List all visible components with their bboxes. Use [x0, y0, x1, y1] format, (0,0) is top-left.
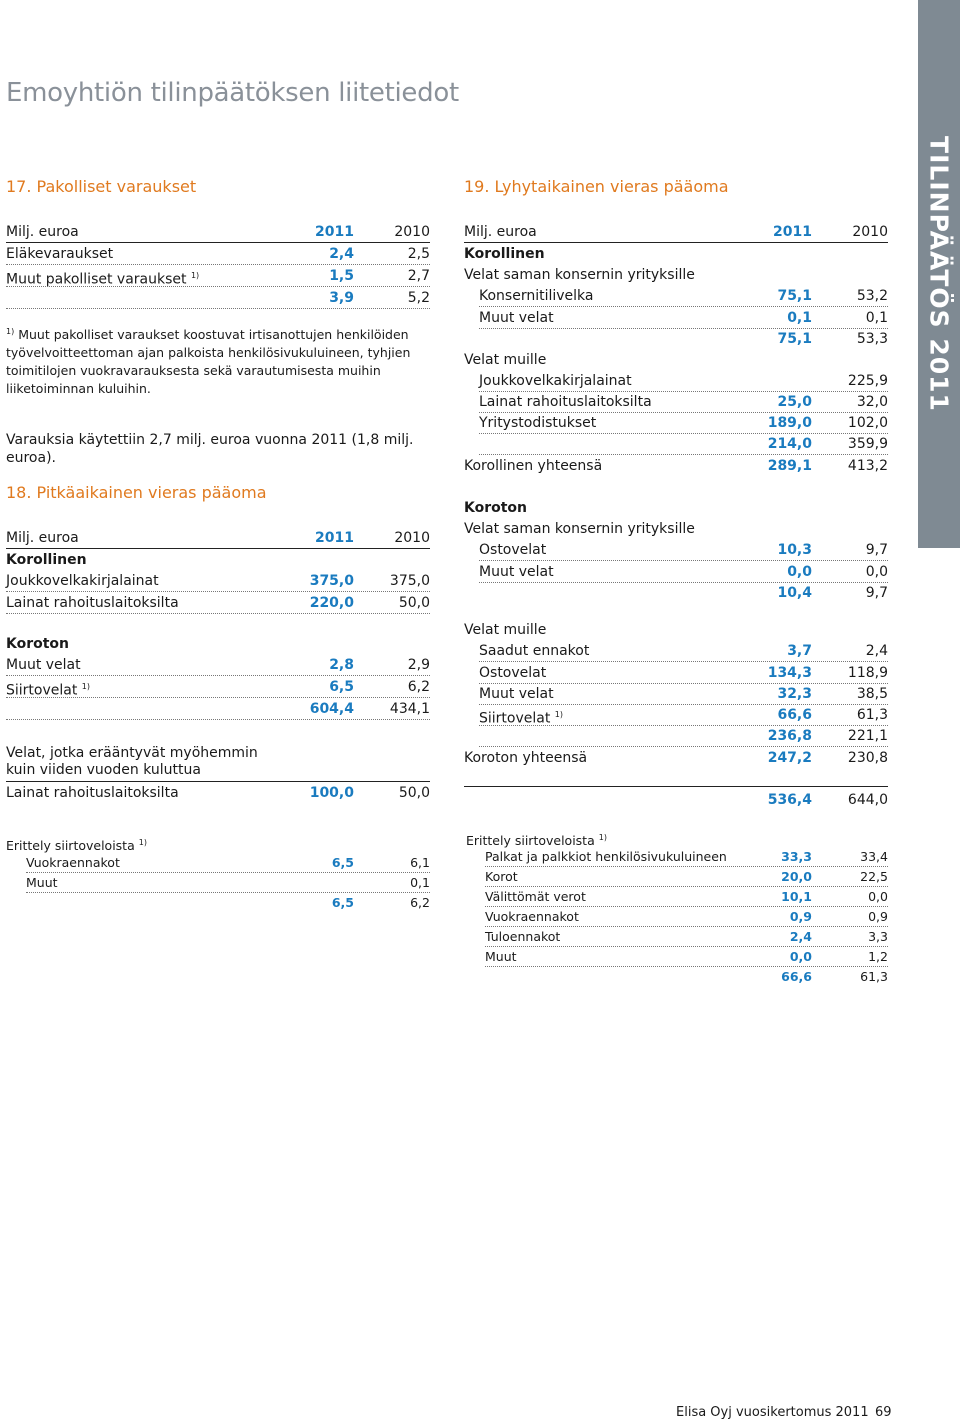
divider: [485, 866, 888, 867]
divider: [6, 675, 430, 676]
table-row: [485, 868, 888, 886]
value-2011: 2,8: [329, 657, 354, 673]
value-2010: 33,4: [860, 849, 888, 864]
footer-report: Elisa Oyj vuosikertomus 2011: [676, 1405, 869, 1420]
divider: [6, 242, 430, 243]
divider: [479, 661, 888, 662]
value-2010: 53,2: [856, 288, 888, 304]
value-2010: 3,3: [868, 929, 888, 944]
value-2011: 75,1: [777, 288, 812, 304]
divider: [6, 613, 430, 614]
group-label: Korollinen: [6, 552, 87, 568]
subtotal-row: [479, 583, 888, 603]
value-2010: 6,1: [410, 855, 430, 870]
page-number: 69: [875, 1405, 892, 1420]
divider: [6, 308, 430, 309]
footnote-marker: 1): [81, 682, 91, 691]
s19-header-row: [464, 222, 888, 242]
value-2010: 0,0: [868, 889, 888, 904]
group-label: Koroton: [464, 500, 528, 516]
row-label: Lainat rahoituslaitoksilta: [6, 595, 179, 611]
value-2011: 33,3: [781, 849, 812, 864]
table-row: [6, 244, 430, 264]
side-tab: [918, 0, 960, 548]
subtotal-row: [26, 894, 430, 912]
value-2010: 118,9: [847, 665, 888, 681]
value-2010: 0,1: [865, 310, 888, 326]
value-2011: 25,0: [777, 394, 812, 410]
value-2011: 6,5: [331, 895, 354, 910]
divider: [26, 872, 430, 873]
group-heading: [464, 498, 888, 518]
value-2010: 230,8: [847, 750, 888, 766]
table-row: [485, 908, 888, 926]
value-2011: 247,2: [767, 750, 812, 766]
subtotal-row: [6, 288, 430, 308]
row-label: Vuokraennakot: [26, 855, 120, 870]
group-heading: [6, 550, 430, 570]
table-row: [26, 854, 430, 872]
table-row: [6, 677, 430, 697]
value-2011: 10,1: [781, 889, 812, 904]
value-2010: 2,5: [407, 246, 430, 262]
table-row: [479, 392, 888, 412]
row-label: Muut pakolliset varaukset: [6, 271, 187, 288]
value-2010: 61,3: [856, 707, 888, 723]
footnote-marker: 1): [554, 710, 564, 719]
value-2011: 66,6: [777, 707, 812, 723]
value-2010: 375,0: [389, 573, 430, 589]
section-17-title: 17. Pakolliset varaukset: [6, 177, 197, 196]
value-2011: 536,4: [767, 792, 812, 808]
table-row: [479, 684, 888, 704]
value-2010: 32,0: [856, 394, 888, 410]
year-2011: 2011: [315, 224, 354, 240]
table-row: [479, 413, 888, 433]
year-2011: 2011: [315, 530, 354, 546]
subtotal-row: [479, 434, 888, 454]
year-2010: 2010: [394, 224, 430, 240]
value-2010: 61,3: [860, 969, 888, 984]
subgroup-label: Velat muille: [464, 352, 547, 368]
value-2011: 189,0: [767, 415, 812, 431]
table-row: [479, 663, 888, 683]
table-row: [479, 540, 888, 560]
value-2011: 2,4: [329, 246, 354, 262]
value-2010: 38,5: [856, 686, 888, 702]
value-2011: 6,5: [329, 679, 354, 695]
divider: [6, 719, 430, 720]
spec-title-text: Erittely siirtoveloista: [466, 833, 595, 849]
subtotal-row: [6, 699, 430, 719]
table-row: [479, 308, 888, 328]
divider: [464, 242, 888, 243]
side-tab-label: TILINPÄÄTÖS 2011: [924, 136, 954, 412]
subgroup-heading: [464, 265, 888, 285]
value-2011: 0,0: [789, 949, 812, 964]
s17-footnote: [6, 323, 418, 398]
unit-label: Milj. euroa: [6, 224, 79, 240]
value-2011: 1,5: [329, 268, 354, 284]
value-2011: 604,4: [309, 701, 354, 717]
value-2010: 0,9: [868, 909, 888, 924]
value-2011: 214,0: [767, 436, 812, 452]
year-2010: 2010: [394, 530, 430, 546]
footnote-marker: 1): [6, 327, 15, 336]
row-label: Korollinen yhteensä: [464, 458, 603, 474]
value-2010: 413,2: [847, 458, 888, 474]
row-label: Lainat rahoituslaitoksilta: [6, 785, 179, 801]
value-2011: 220,0: [309, 595, 354, 611]
row-label: Tuloennakot: [485, 929, 561, 944]
row-label: Koroton yhteensä: [464, 750, 588, 766]
total-row: [464, 748, 888, 768]
table-row: [479, 705, 888, 725]
divider: [479, 306, 888, 307]
value-2010: 50,0: [398, 785, 430, 801]
value-2011: 0,9: [789, 909, 812, 924]
row-label: Siirtovelat: [479, 710, 551, 727]
text: Velat, jotka erääntyvät myöhemmin: [6, 745, 258, 761]
row-label: Joukkovelkakirjalainat: [6, 573, 159, 589]
subtotal-row: [479, 329, 888, 349]
row-label: Yritystodistukset: [479, 415, 597, 431]
divider: [26, 892, 430, 893]
divider: [479, 746, 888, 747]
table-row: [26, 874, 430, 892]
group-label: Koroton: [6, 636, 70, 652]
grand-total-row: [464, 790, 888, 810]
value-2011: 10,4: [777, 585, 812, 601]
row-label: Eläkevaraukset: [6, 246, 114, 262]
value-2010: 644,0: [847, 792, 888, 808]
value-2010: 225,9: [847, 373, 888, 389]
footnote-text: Muut pakolliset varaukset koostuvat irtisanottujen henkilöiden työvelvoitteettoman ajan palkoista henkilösivukuluineen, tyhjien toimitilojen vuokravarauksesta sekä varautumisesta muihin liiketoiminnan kuluihin.: [6, 327, 411, 397]
footnote-marker: 1): [598, 833, 607, 842]
divider: [6, 548, 430, 549]
spec-title: [466, 829, 888, 847]
value-2010: 359,9: [847, 436, 888, 452]
value-2010: 221,1: [847, 728, 888, 744]
section-18-title: 18. Pitkäaikainen vieras pääoma: [6, 483, 267, 502]
value-2011: 134,3: [767, 665, 812, 681]
value-2010: 9,7: [865, 542, 888, 558]
later-heading-line2: [6, 760, 430, 780]
row-label: Lainat rahoituslaitoksilta: [479, 394, 652, 410]
table-row: [6, 571, 430, 591]
row-label: Muut: [26, 875, 58, 890]
divider: [485, 906, 888, 907]
value-2010: 6,2: [410, 895, 430, 910]
divider: [6, 264, 430, 265]
group-heading: [6, 634, 430, 654]
value-2011: 10,3: [777, 542, 812, 558]
year-2011: 2011: [773, 224, 812, 240]
spec-title-text: Erittely siirtoveloista: [6, 838, 135, 854]
value-2010: 53,3: [856, 331, 888, 347]
divider: [6, 591, 430, 592]
divider: [6, 286, 430, 287]
subgroup-label: Velat saman konsernin yrityksille: [464, 521, 695, 537]
divider: [6, 781, 430, 782]
value-2010: 102,0: [847, 415, 888, 431]
footnote-marker: 1): [190, 271, 200, 280]
value-2011: 375,0: [309, 573, 354, 589]
row-label: Muut velat: [479, 310, 554, 326]
table-row: [485, 848, 888, 866]
table-row: [479, 371, 888, 391]
value-2010: 2,4: [865, 643, 888, 659]
divider: [485, 886, 888, 887]
subgroup-heading: [464, 620, 888, 640]
row-label: Muut: [485, 949, 517, 964]
table-row: [6, 593, 430, 613]
row-label: Muut velat: [479, 686, 554, 702]
table-row: [485, 948, 888, 966]
row-label: Ostovelat: [479, 542, 547, 558]
value-2010: 9,7: [865, 585, 888, 601]
value-2010: 434,1: [389, 701, 430, 717]
value-2010: 5,2: [407, 290, 430, 306]
value-2010: 2,7: [407, 268, 430, 284]
table-row: [479, 562, 888, 582]
value-2010: 0,1: [410, 875, 430, 890]
value-2011: 289,1: [767, 458, 812, 474]
divider: [6, 697, 430, 698]
spec-title: [6, 834, 430, 852]
row-label: Joukkovelkakirjalainat: [479, 373, 632, 389]
value-2011: 236,8: [767, 728, 812, 744]
value-2011: 75,1: [777, 331, 812, 347]
value-2011: 0,0: [787, 564, 812, 580]
value-2011: 6,5: [331, 855, 354, 870]
subgroup-heading: [464, 350, 888, 370]
unit-label: Milj. euroa: [6, 530, 79, 546]
s18-header-row: [6, 528, 430, 548]
s17-usage-text: Varauksia käytettiin 2,7 milj. euroa vuonna 2011 (1,8 milj. euroa).: [6, 432, 414, 466]
row-label: Siirtovelat: [6, 682, 78, 699]
footnote-marker: 1): [138, 838, 147, 847]
value-2011: 2,4: [789, 929, 812, 944]
value-2011: 32,3: [777, 686, 812, 702]
value-2010: 1,2: [868, 949, 888, 964]
value-2010: 50,0: [398, 595, 430, 611]
table-row: [485, 888, 888, 906]
value-2011: 20,0: [781, 869, 812, 884]
divider: [485, 946, 888, 947]
row-label: Korot: [485, 869, 518, 884]
row-label: Palkat ja palkkiot henkilösivukuluineen: [485, 849, 727, 864]
row-label: Saadut ennakot: [479, 643, 590, 659]
total-row: [464, 456, 888, 476]
subtotal-row: [485, 968, 888, 986]
page-title: Emoyhtiön tilinpäätöksen liitetiedot: [6, 78, 459, 108]
section-19-title: 19. Lyhytaikainen vieras pääoma: [464, 177, 729, 196]
table-row: [6, 783, 430, 803]
table-row: [485, 928, 888, 946]
subgroup-heading: [464, 519, 888, 539]
value-2010: 6,2: [407, 679, 430, 695]
subtotal-row: [479, 726, 888, 746]
table-row: [6, 266, 430, 286]
value-2011: 3,9: [329, 290, 354, 306]
divider: [464, 786, 888, 787]
table-row: [479, 641, 888, 661]
row-label: Konsernitilivelka: [479, 288, 594, 304]
value-2011: 0,1: [787, 310, 812, 326]
row-label: Muut velat: [6, 657, 81, 673]
divider: [485, 966, 888, 967]
row-label: Muut velat: [479, 564, 554, 580]
divider: [479, 560, 888, 561]
value-2011: 100,0: [309, 785, 354, 801]
unit-label: Milj. euroa: [464, 224, 537, 240]
divider: [485, 926, 888, 927]
text: kuin viiden vuoden kuluttua: [6, 762, 201, 778]
divider: [479, 454, 888, 455]
row-label: Ostovelat: [479, 665, 547, 681]
value-2011: 3,7: [787, 643, 812, 659]
value-2010: 0,0: [865, 564, 888, 580]
row-label: Välittömät verot: [485, 889, 586, 904]
value-2011: 66,6: [781, 969, 812, 984]
group-label: Korollinen: [464, 246, 545, 262]
s17-header-row: [6, 222, 430, 242]
subgroup-label: Velat saman konsernin yrityksille: [464, 267, 695, 283]
group-heading: [464, 244, 888, 264]
row-label: Vuokraennakot: [485, 909, 579, 924]
year-2010: 2010: [852, 224, 888, 240]
value-2010: 2,9: [407, 657, 430, 673]
subgroup-label: Velat muille: [464, 622, 547, 638]
value-2010: 22,5: [860, 869, 888, 884]
table-row: [479, 286, 888, 306]
table-row: [6, 655, 430, 675]
